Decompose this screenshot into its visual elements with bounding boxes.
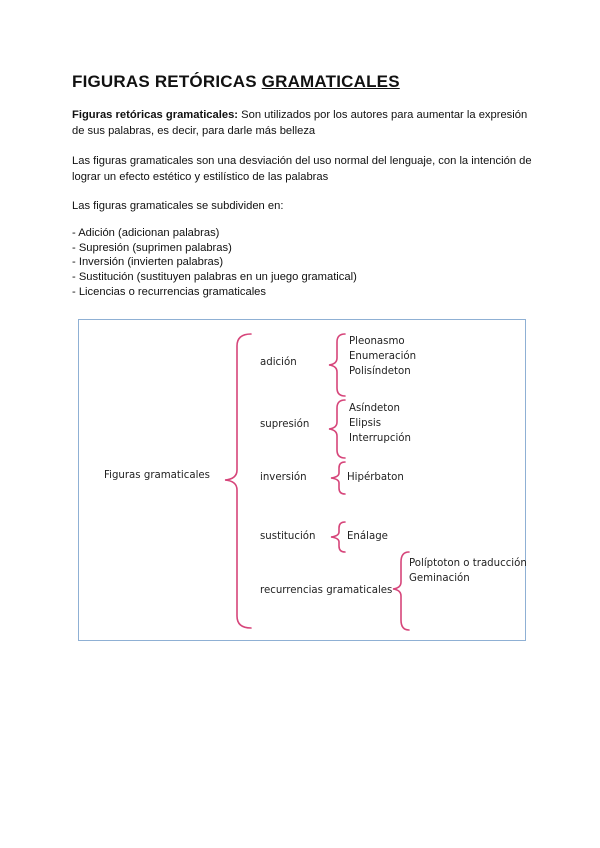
sustitucion-items bbox=[347, 529, 388, 544]
leaf-item: Asíndeton bbox=[349, 403, 400, 414]
adicion-brace bbox=[329, 334, 345, 396]
title-text: FIGURAS RETÓRICAS bbox=[72, 72, 262, 91]
supresion-items bbox=[349, 401, 411, 446]
leaf-item: Interrupción bbox=[349, 433, 411, 444]
list-item: - Supresión (suprimen palabras) bbox=[72, 241, 232, 254]
leaf-item: Políptoton o traducción bbox=[409, 558, 527, 569]
category-supresion: supresión bbox=[260, 419, 310, 430]
list-item: - Sustitución (sustituyen palabras en un juego gramatical) bbox=[72, 271, 357, 284]
category-recurrencias: recurrencias gramaticales bbox=[260, 585, 393, 596]
diagram-root-label: Figuras gramaticales bbox=[104, 470, 210, 481]
leaf-item: Enálage bbox=[347, 531, 388, 542]
list-item: - Inversión (invierten palabras) bbox=[72, 256, 224, 269]
sustitucion-brace bbox=[331, 522, 345, 552]
intro-paragraph bbox=[72, 108, 532, 139]
inversion-items bbox=[347, 470, 404, 485]
list-item: - Adición (adicionan palabras) bbox=[72, 227, 220, 239]
intro-bold-term: Figuras retóricas gramaticales: bbox=[72, 109, 239, 121]
adicion-items bbox=[349, 334, 416, 379]
category-adicion: adición bbox=[260, 357, 297, 368]
leaf-item: Pleonasmo bbox=[349, 336, 405, 347]
intro-text: Son utilizados por los autores para aumentar la expresión de sus palabras, es decir, para darle más belleza bbox=[72, 109, 528, 137]
title-underlined-text: GRAMATICALES bbox=[261, 72, 400, 91]
definition-paragraph: Las figuras gramaticales son una desviación del uso normal del lenguaje, con la intención de lograr un efecto estético y estilístico de las palabras bbox=[72, 155, 532, 183]
recurrencias-brace bbox=[393, 552, 409, 630]
grammatical-figures-diagram bbox=[78, 319, 526, 641]
leaf-item: Geminación bbox=[409, 573, 470, 584]
leaf-item: Enumeración bbox=[349, 351, 417, 362]
category-inversion: inversión bbox=[260, 472, 307, 483]
category-sustitucion: sustitución bbox=[260, 531, 316, 542]
supresion-brace bbox=[329, 400, 345, 458]
leaf-item: Polisíndeton bbox=[349, 366, 411, 377]
list-item: - Licencias o recurrencias gramaticales bbox=[72, 285, 266, 298]
recurrencias-items bbox=[409, 556, 527, 586]
subdivision-list bbox=[72, 226, 357, 300]
leaf-item: Hipérbaton bbox=[347, 472, 404, 483]
leaf-item: Elipsis bbox=[349, 418, 382, 429]
main-brace bbox=[225, 334, 251, 628]
subdivision-intro: Las figuras gramaticales se subdividen en: bbox=[72, 200, 284, 212]
inversion-brace bbox=[331, 462, 345, 494]
page-title bbox=[72, 72, 400, 92]
